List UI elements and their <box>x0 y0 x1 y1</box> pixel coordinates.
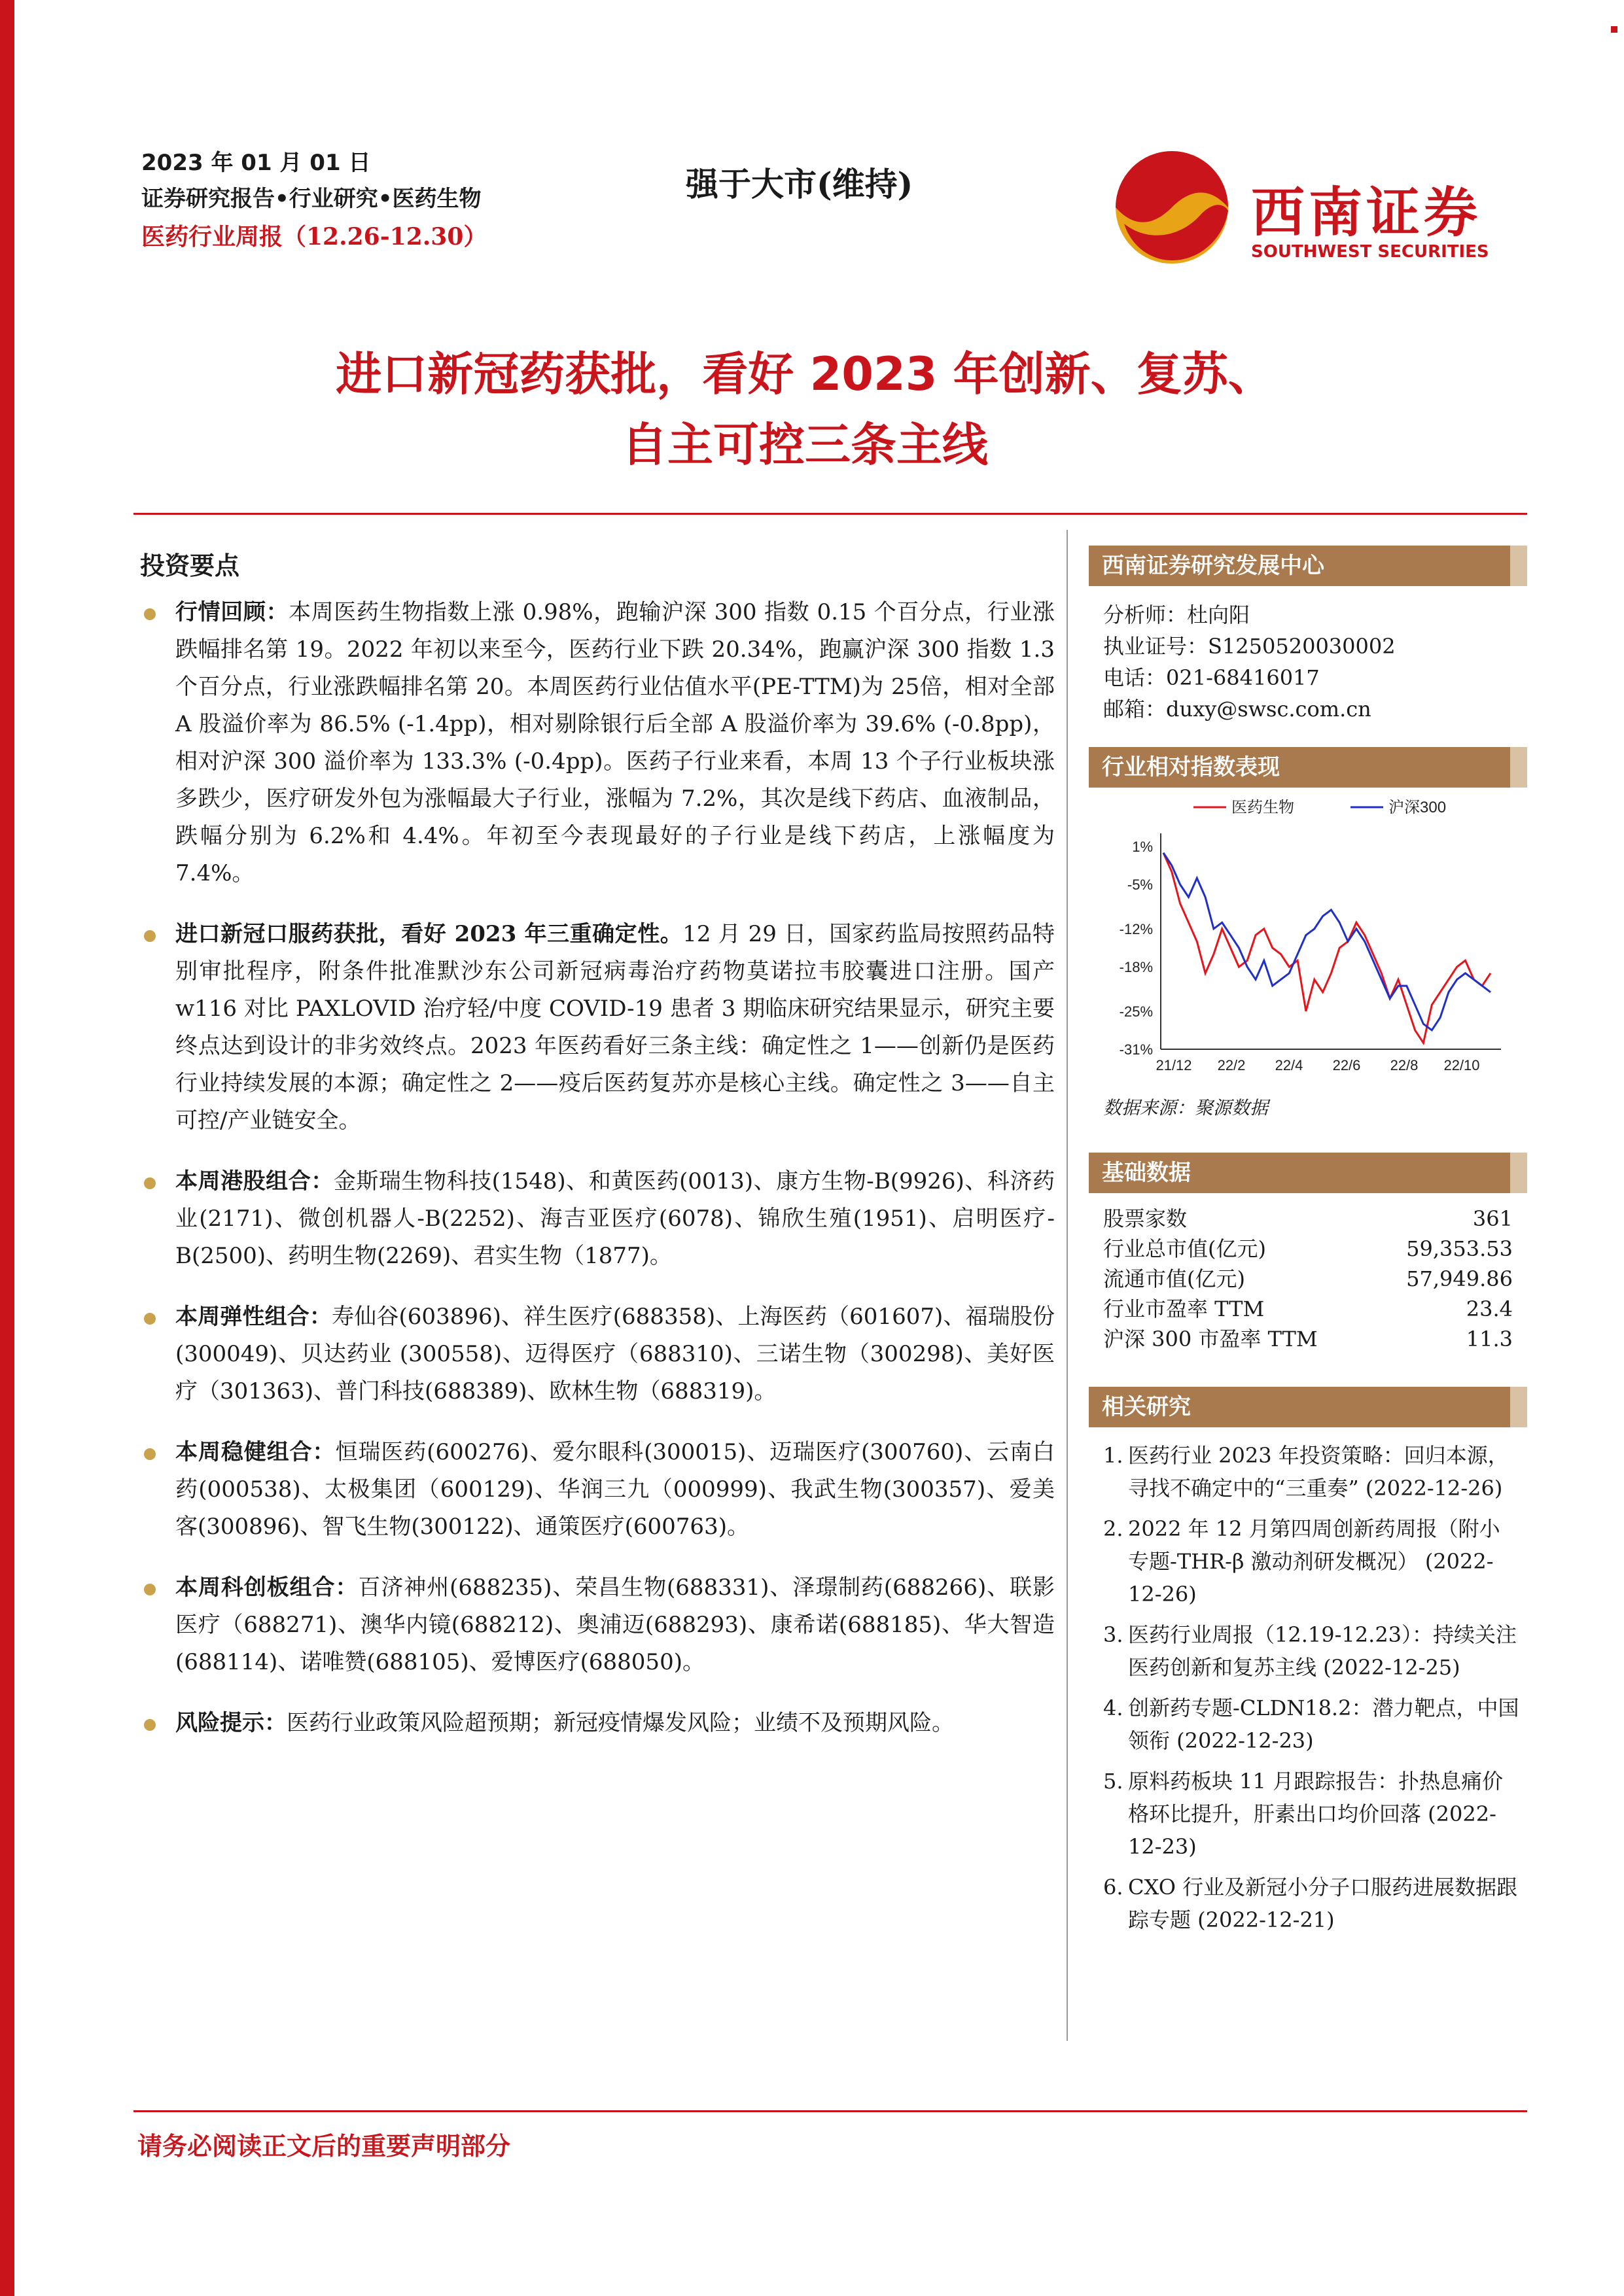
y-tick-label: -18% <box>1119 959 1153 976</box>
x-tick-label: 22/4 <box>1275 1057 1303 1073</box>
item-number: 2. <box>1103 1516 1123 1541</box>
research-center-bar: 西南证券研究发展中心 <box>1089 546 1527 586</box>
analyst-license: 执业证号：S1250520030002 <box>1103 634 1396 659</box>
bullet-lead: 本周稳健组合： <box>175 1439 336 1465</box>
item-number: 5. <box>1103 1769 1123 1794</box>
row-value: 361 <box>1472 1206 1513 1231</box>
bullet-text: 百济神州(688235)、荣昌生物(688331)、泽璟制药(688266)、联影医疗（688271)、澳华内镜(688212)、奥浦迈(688293)、康希诺(688185)、华大智造(688114)、诺唯赞(688105)、爱博医疗(688050)。 <box>175 1574 1055 1675</box>
basic-data-table <box>1089 1204 1527 1354</box>
bullet-text: 寿仙谷(603896)、祥生医疗(688358)、上海医药（601607)、福瑞股份 (300049)、贝达药业 (300558)、迈得医疗（688310)、三诺生物（300298)、美好医疗（301363)、普门科技(688389)、欧林生物（688319)。 <box>175 1304 1055 1404</box>
analyst-name: 分析师：杜向阳 <box>1103 602 1250 627</box>
x-tick-label: 22/8 <box>1390 1057 1419 1073</box>
item-text: 医药行业周报（12.19-12.23）：持续关注医药创新和复苏主线 (2022-12-25) <box>1128 1622 1517 1680</box>
table-row <box>1089 1294 1527 1324</box>
bullet-market-review <box>141 594 1055 892</box>
title-line-2: 自主可控三条主线 <box>622 418 988 472</box>
bullet-risk <box>141 1705 1055 1742</box>
x-tick-label: 22/2 <box>1217 1057 1246 1073</box>
table-row <box>1089 1204 1527 1234</box>
logo-subtitle: SOUTHWEST SECURITIES <box>1251 242 1489 262</box>
report-title <box>65 339 1544 480</box>
bullet-text: 恒瑞医药(600276)、爱尔眼科(300015)、迈瑞医疗(300760)、云南白药(000538)、太极集团（600129)、华润三九（000999)、我武生物(300357)、爱美客(300896)、智飞生物(300122)、通策医疗(600763)。 <box>175 1439 1055 1540</box>
y-tick-label: -5% <box>1127 877 1153 894</box>
item-text: 创新药专题-CLDN18.2：潜力靶点，中国领衔 (2022-12-23) <box>1128 1696 1519 1753</box>
analyst-phone: 电话：021-68416017 <box>1103 665 1320 690</box>
bullet-dot-icon <box>144 1313 156 1325</box>
bullet-text: 医药行业政策风险超预期；新冠疫情爆发风险；业绩不及预期风险。 <box>287 1710 954 1736</box>
item-text: 原料药板块 11 月跟踪报告：扑热息痛价格环比提升，肝素出口均价回落 (2022-12-23) <box>1128 1769 1504 1859</box>
series-line-2 <box>1163 853 1491 1030</box>
title-line-1: 进口新冠药获批，看好 2023 年创新、复苏、 <box>336 347 1274 401</box>
row-label: 沪深 300 市盈率 TTM <box>1103 1327 1318 1351</box>
bullet-lead: 进口新冠口服药获批，看好 2023 年三重确定性。 <box>175 921 683 947</box>
item-number: 6. <box>1103 1875 1123 1900</box>
bullet-hk-portfolio <box>141 1163 1055 1275</box>
bullet-text: 金斯瑞生物科技(1548)、和黄医药(0013)、康方生物-B(9926)、科济药业(2171)、微创机器人-B(2252)、海吉亚医疗(6078)、锦欣生殖(1951)、启明医疗-B(2500)、药明生物(2269)、君实生物（1877)。 <box>175 1168 1055 1269</box>
report-issue: 医药行业周报（12.26-12.30） <box>141 223 487 251</box>
item-text: 2022 年 12 月第四周创新药周报（附小专题-THR-β 激动剂研发概况） (2022-12-26) <box>1128 1516 1500 1607</box>
report-date: 2023 年 01 月 01 日 <box>141 150 371 176</box>
item-number: 4. <box>1103 1696 1123 1720</box>
row-label: 行业市盈率 TTM <box>1103 1296 1265 1321</box>
footer-disclaimer: 请务必阅读正文后的重要声明部分 <box>137 2131 511 2161</box>
edge-bar <box>0 0 14 2296</box>
row-label: 股票家数 <box>1103 1206 1188 1231</box>
y-tick-label: -12% <box>1119 920 1153 937</box>
row-value: 23.4 <box>1466 1296 1513 1321</box>
y-tick-label: -31% <box>1119 1041 1153 1058</box>
bullet-dot-icon <box>144 1448 156 1460</box>
logo-emblem-icon <box>1110 145 1234 270</box>
row-label: 流通市值(亿元) <box>1103 1266 1245 1291</box>
row-value: 57,949.86 <box>1406 1266 1513 1291</box>
legend-label: 沪深300 <box>1388 799 1447 816</box>
bullet-dot-icon <box>144 608 156 620</box>
bullet-lead: 本周弹性组合： <box>175 1304 332 1330</box>
chart-title-bar: 行业相对指数表现 <box>1089 747 1527 788</box>
bullet-dot-icon <box>144 1177 156 1189</box>
bullet-dot-icon <box>144 1719 156 1731</box>
logo-name: 西南证券 <box>1251 181 1482 244</box>
item-number: 1. <box>1103 1443 1123 1468</box>
list-item[interactable] <box>1089 1871 1527 1936</box>
bullet-lead: 行情回顾： <box>175 599 289 625</box>
bullet-covid-drug <box>141 916 1055 1139</box>
list-item[interactable] <box>1089 1439 1527 1505</box>
header-rule <box>133 513 1527 515</box>
legend-label: 医药生物 <box>1231 799 1294 816</box>
basic-data-bar: 基础数据 <box>1089 1153 1527 1193</box>
x-tick-label: 21/12 <box>1156 1057 1192 1073</box>
bullet-dot-icon <box>144 930 156 942</box>
analyst-info <box>1089 586 1527 725</box>
bullet-text: 12 月 29 日，国家药监局按照药品特别审批程序，附条件批准默沙东公司新冠病毒治疗药物莫诺拉韦胶囊进口注册。国产 w116 对比 PAXLOVID 治疗轻/中度 COVID-19 患者 3 期临床研究结果显示，研究主要终点达到设计的非劣效终点。2023 年医药看好三条主线：确定性之 1——创新仍是医药行业持续发展的本源；确定性之 2——疫后医药复苏亦是核心主线。确定性之 3——自主可控/产业链安全。 <box>175 921 1055 1134</box>
item-text: CXO 行业及新冠小分子口服药进展数据跟踪专题 (2022-12-21) <box>1128 1875 1518 1932</box>
bullet-lead: 本周港股组合： <box>175 1168 334 1194</box>
item-number: 3. <box>1103 1622 1123 1647</box>
company-logo <box>1110 145 1502 270</box>
x-tick-label: 22/10 <box>1443 1057 1480 1073</box>
list-item[interactable] <box>1089 1512 1527 1610</box>
column-divider <box>1067 530 1068 2041</box>
bullet-elastic-portfolio <box>141 1298 1055 1410</box>
table-row <box>1089 1324 1527 1354</box>
table-row <box>1089 1234 1527 1264</box>
rating: 强于大市(维持) <box>686 165 913 203</box>
report-header <box>141 145 487 256</box>
bullet-lead: 本周科创板组合： <box>175 1574 359 1601</box>
y-tick-label: -25% <box>1119 1003 1153 1020</box>
table-row <box>1089 1264 1527 1294</box>
key-points-heading: 投资要点 <box>140 551 240 580</box>
list-item[interactable] <box>1089 1765 1527 1863</box>
bullet-stable-portfolio <box>141 1434 1055 1546</box>
data-source: 数据来源：聚源数据 <box>1103 1097 1269 1119</box>
analyst-email[interactable]: 邮箱：duxy@swsc.com.cn <box>1103 697 1371 722</box>
chart-section <box>1089 747 1527 1122</box>
report-type: 证券研究报告•行业研究•医药生物 <box>141 186 482 212</box>
row-value: 11.3 <box>1466 1327 1513 1351</box>
bullet-lead: 风险提示： <box>175 1710 287 1736</box>
bullet-star-portfolio <box>141 1569 1055 1681</box>
list-item[interactable] <box>1089 1692 1527 1757</box>
corner-mark <box>1611 26 1617 33</box>
footer-rule <box>133 2110 1527 2112</box>
related-research-list <box>1089 1439 1527 1936</box>
item-text: 医药行业 2023 年投资策略：回归本源，寻找不确定中的“三重奏” (2022-12-26) <box>1128 1443 1509 1501</box>
bullet-text: 本周医药生物指数上涨 0.98%，跑输沪深 300 指数 0.15 个百分点，行业涨跌幅排名第 19。2022 年初以来至今，医药行业下跌 20.34%，跑赢沪深 300 指数 1.3 个百分点，行业涨跌幅排名第 20。本周医药行业估值水平(PE-TTM)为 25倍，相对全部 A 股溢价率为 86.5% (-1.4pp)，相对剔除银行后全部 A 股溢价率为 39.6% (-0.8pp)，相对沪深 300 溢价率为 133.3% (-0.4pp)。医药子行业来看，本周 13 个子行业板块涨多跌少，医疗研发外包为涨幅最大子行业，涨幅为 7.2%，其次是线下药店、血液制品，跌幅分别为 6.2%和 4.4%。年初至今表现最好的子行业是线下药店，上涨幅度为 7.4%。 <box>175 599 1055 886</box>
sidebar <box>1089 546 1527 1944</box>
list-item[interactable] <box>1089 1618 1527 1684</box>
row-label: 行业总市值(亿元) <box>1103 1236 1266 1261</box>
y-tick-label: 1% <box>1132 839 1153 855</box>
relative-index-chart <box>1089 788 1527 1082</box>
row-value: 59,353.53 <box>1406 1236 1513 1261</box>
x-tick-label: 22/6 <box>1332 1057 1361 1073</box>
bullet-dot-icon <box>144 1584 156 1595</box>
related-research-bar: 相关研究 <box>1089 1387 1527 1427</box>
key-points <box>141 594 1055 1765</box>
